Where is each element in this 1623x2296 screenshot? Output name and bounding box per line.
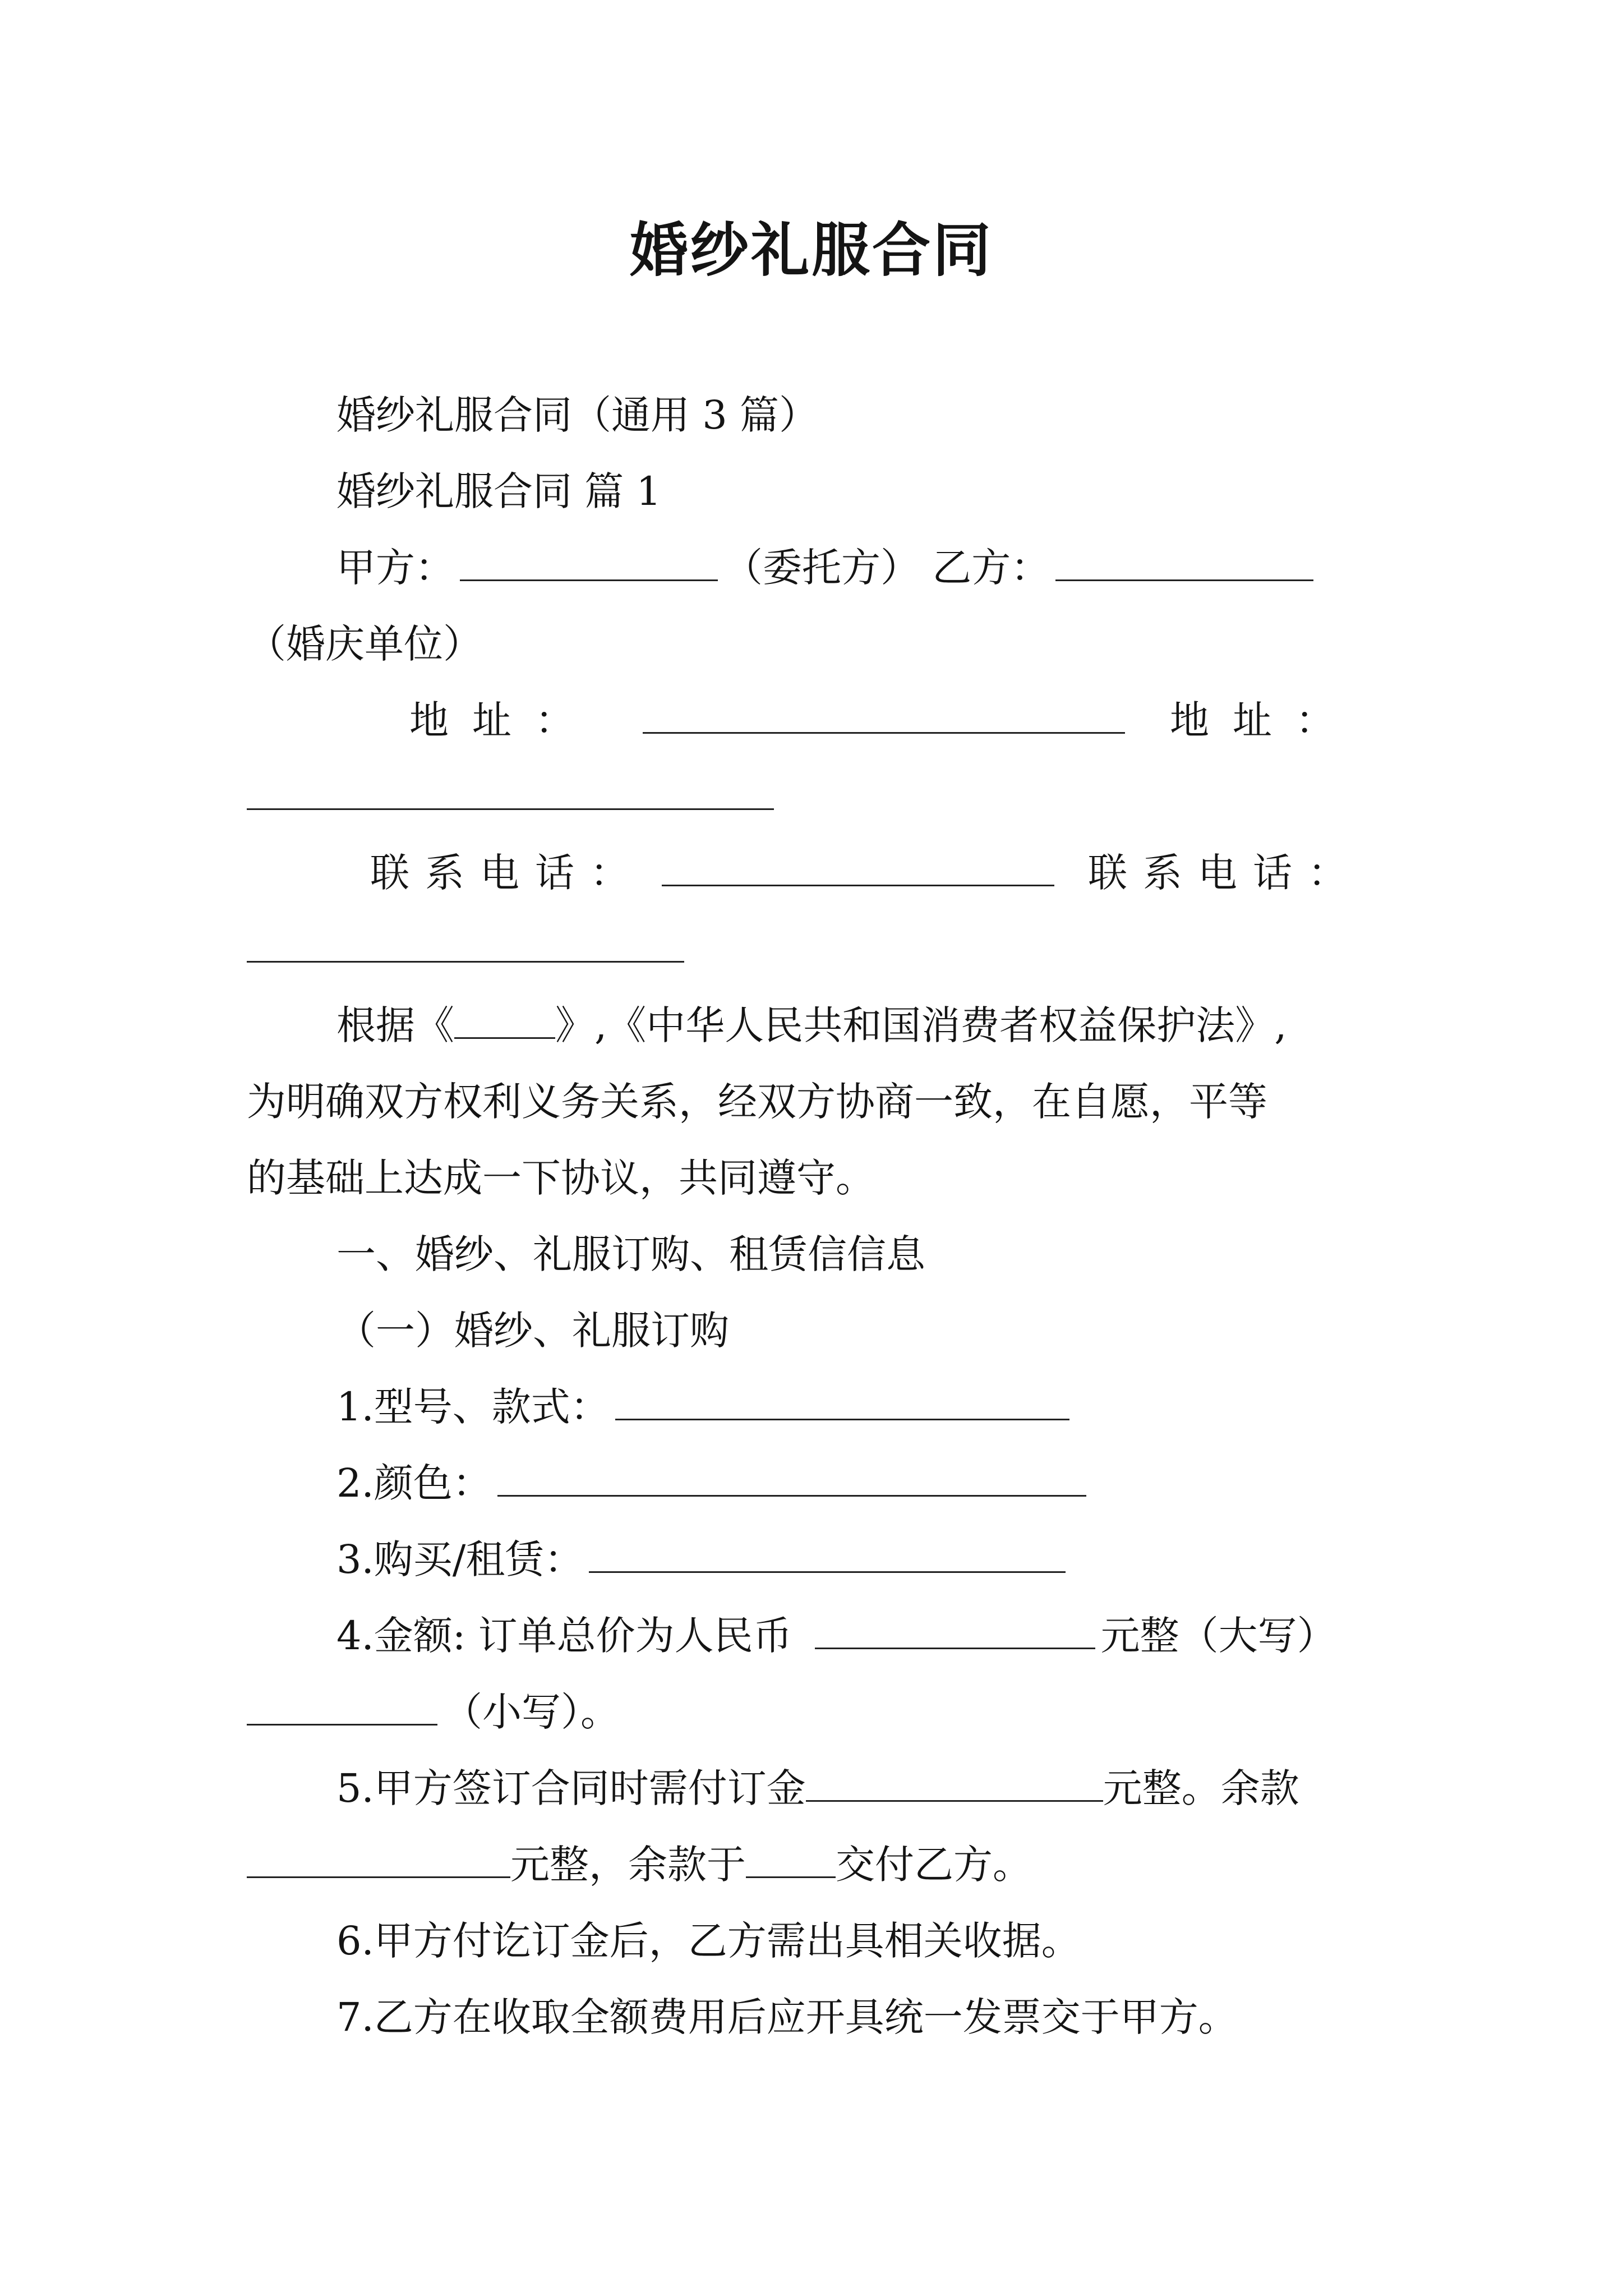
preamble-1a: 根据《 [336,1002,454,1048]
item-5-text: 5.甲方签订合同时需付订金 [336,1765,806,1811]
item-5 [247,1750,1387,1826]
balance-blank[interactable] [247,1837,510,1878]
address-label-a: 地址： [409,697,598,743]
heading-part1-text: 婚纱礼服合同 篇 1 [336,468,662,514]
address-a-blank[interactable] [643,693,1125,734]
party-b-label: 乙方： [932,545,1050,591]
phone-b-blank[interactable] [247,922,684,963]
item-5-end: 交付乙方。 [836,1842,1032,1888]
item-4-continued [247,1674,1387,1750]
heading-general [247,377,1387,453]
phone-b-line [247,911,1387,987]
color-blank[interactable] [497,1456,1086,1497]
item-1-text: 1.型号、款式： [336,1384,610,1430]
preamble-line-1 [247,987,1387,1064]
address-line [247,682,1387,758]
item-5-suffix: 元整。余款 [1103,1765,1299,1811]
section-heading-1 [247,1216,1387,1292]
subsection-1-text: （一）婚纱、礼服订购 [336,1308,729,1354]
party-b-role: （婚庆单位） [247,621,482,667]
model-blank[interactable] [615,1379,1069,1420]
party-a-role: （委托方） [723,545,920,591]
item-2 [247,1445,1387,1521]
phone-label-b: 联系电话： [1088,850,1363,896]
item-2-text: 2.颜色： [336,1460,492,1506]
address-b-blank[interactable] [247,769,774,810]
amount-lower-blank[interactable] [247,1685,437,1726]
preamble-3: 的基础上达成一下协议，共同遵守。 [247,1155,875,1201]
item-6-text: 6.甲方付讫订金后，乙方需出具相关收据。 [336,1918,1081,1964]
item-5-mid: 元整，余款于 [510,1842,746,1888]
heading-general-text: 婚纱礼服合同（通用 3 篇） [336,392,819,438]
item-4-end: （小写）。 [443,1689,620,1735]
preamble-line-2 [247,1064,1387,1140]
balance-date-blank[interactable] [746,1837,836,1878]
address-label-b: 地址： [1170,697,1358,743]
document-title: 婚纱礼服合同 [629,215,993,284]
item-7 [247,1979,1387,2055]
amount-upper-blank[interactable] [815,1608,1095,1649]
item-3-text: 3.购买/租赁： [336,1536,584,1582]
parties-line [247,530,1387,606]
deposit-blank[interactable] [806,1761,1103,1802]
preamble-line-3 [247,1140,1387,1216]
item-4-suffix: 元整（大写） [1100,1613,1336,1659]
phone-line [247,835,1387,911]
section-1-text: 一、婚纱、礼服订购、租赁信信息 [336,1231,925,1277]
item-5-continued [247,1826,1387,1903]
phone-label-a: 联系电话： [370,850,645,896]
item-1 [247,1369,1387,1445]
address-b-line [247,758,1387,835]
party-b-blank[interactable] [1055,540,1313,581]
preamble-2: 为明确双方权利义务关系，经双方协商一致，在自愿，平等 [247,1079,1267,1125]
item-7-text: 7.乙方在收取全额费用后应开具统一发票交于甲方。 [336,1994,1238,2040]
phone-a-blank[interactable] [662,845,1054,886]
preamble-1b: 》,《中华人民共和国消费者权益保护法》, [555,1002,1287,1048]
party-b-role-line [247,606,1387,682]
subsection-heading-1 [247,1292,1387,1369]
party-a-label: 甲方： [336,545,454,591]
item-4-text: 4.金额: 订单总价为人民币 [336,1613,792,1659]
law-blank[interactable] [454,998,555,1039]
item-3 [247,1521,1387,1598]
item-4 [247,1598,1387,1674]
item-6 [247,1903,1387,1979]
party-a-blank[interactable] [460,540,718,581]
heading-part1 [247,453,1387,530]
purchase-rent-blank[interactable] [589,1532,1066,1573]
